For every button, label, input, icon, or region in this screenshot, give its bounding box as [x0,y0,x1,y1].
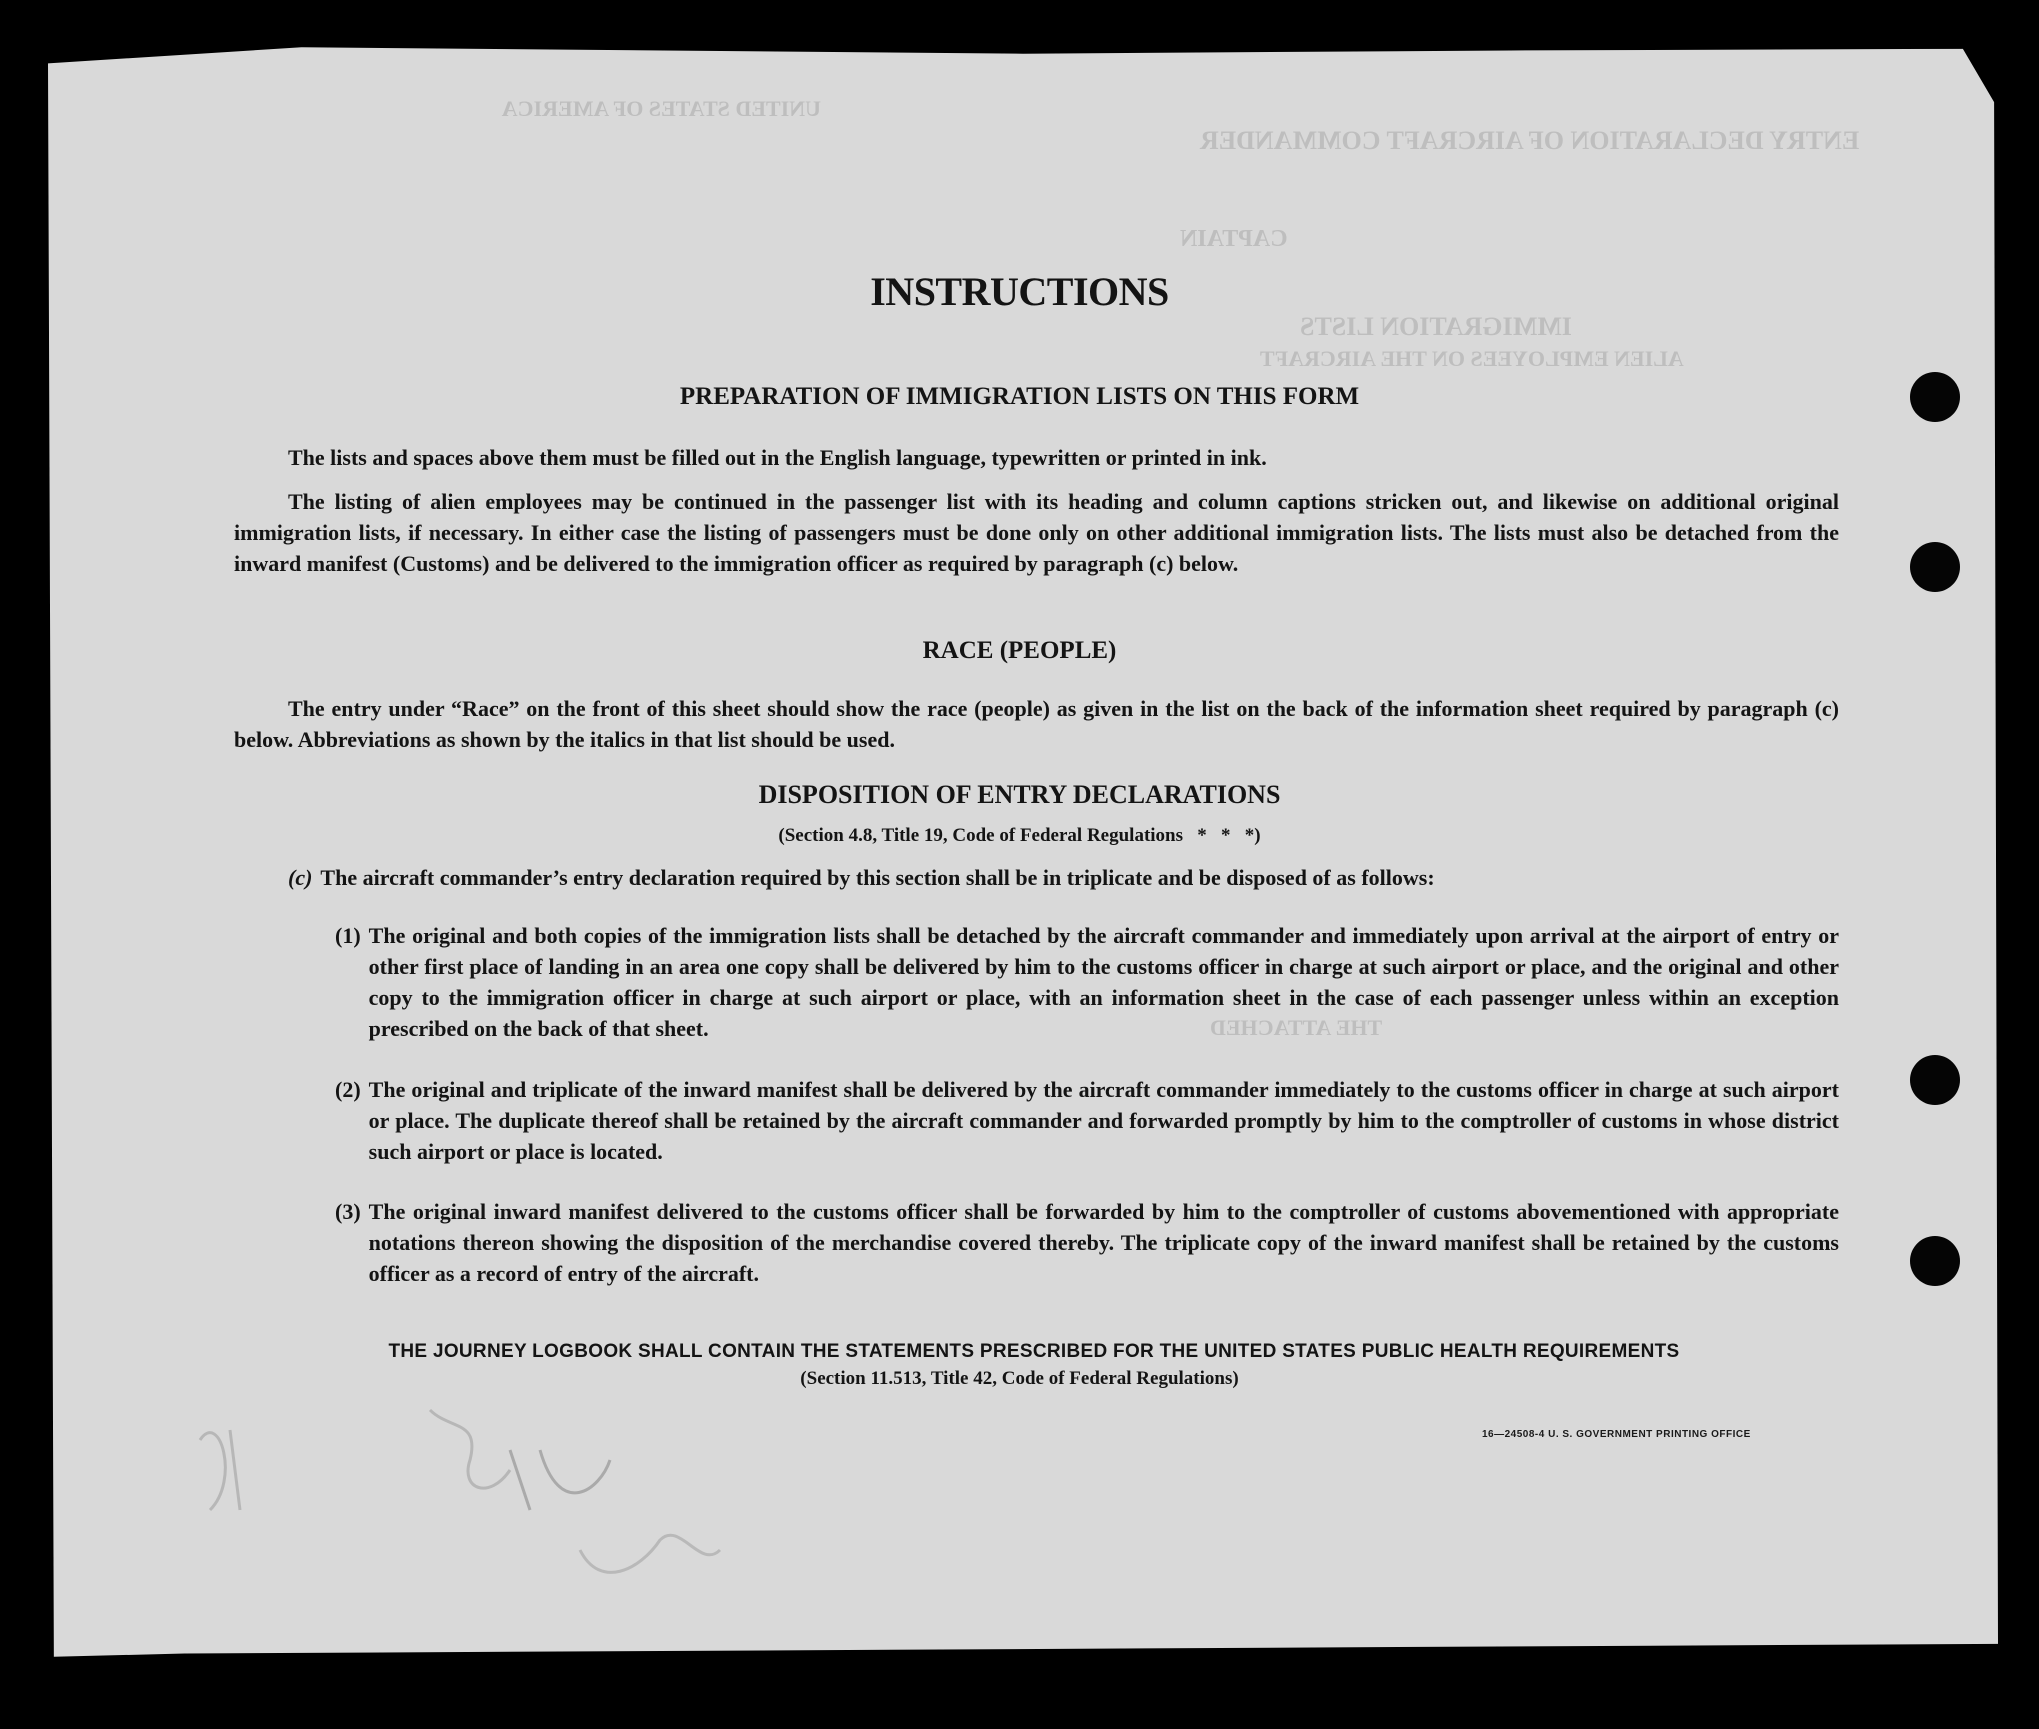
paragraph-english-language-text: The lists and spaces above them must be filled out in the English language, typewritten or printed in ink. [288,445,1267,470]
paragraph-alien-employees-text: The listing of alien employees may be continued in the passenger list with its heading and column captions stricken out, and likewise on additional original immigration lists, if necessary. In either case the listing of passengers must be done only on other additional immigration lists. The lists must also be detached from the inward manifest (Customs) and be delivered to the immigration officer as required by paragraph (c) below. [234,489,1839,576]
paragraph-english-language [234,442,1839,473]
bleed-through-header: UNITED STATES OF AMERICA [501,96,821,121]
section-heading-preparation: PREPARATION OF IMMIGRATION LISTS ON THIS FORM [679,383,1360,410]
footer-statement: THE JOURNEY LOGBOOK SHALL CONTAIN THE STATEMENTS PRESCRIBED FOR THE UNITED STATES PUBLIC HEALTH REQUIREMENTS [388,1341,1680,1362]
section-heading-race: RACE (PEOPLE) [922,637,1117,664]
paragraph-c-label: (c) [288,865,313,890]
section-citation-disposition: (Section 4.8, Title 19, Code of Federal Regulations * * *) [778,825,1261,846]
section-heading-disposition: DISPOSITION OF ENTRY DECLARATIONS [758,780,1281,809]
list-item-2 [335,1074,1839,1167]
list-item-3 [335,1196,1839,1289]
paragraph-alien-employees [234,486,1839,579]
paragraph-race [234,693,1839,755]
bleed-through-line-1: ENTRY DECLARATION OF AIRCRAFT COMMANDER [1200,126,1860,155]
handwritten-marks [180,1390,880,1650]
punch-hole-4 [1910,1236,1960,1286]
page-title: INSTRUCTIONS [870,269,1169,314]
bleed-through-line-3: IMMIGRATION LISTS [1300,312,1572,341]
paragraph-c-text: The aircraft commander’s entry declaration required by this section shall be in triplicate and be disposed of as follows: [320,865,1435,890]
punch-hole-3 [1910,1055,1960,1105]
list-item-1-number: (1) [335,923,361,948]
list-item-3-number: (3) [335,1199,361,1224]
paragraph-c-intro [288,862,1848,893]
list-item-1 [335,920,1839,1044]
paragraph-race-text: The entry under “Race” on the front of this sheet should show the race (people) as given in the list on the back of the information sheet required by paragraph (c) below. Abbreviations as shown by the italics in that list should be used. [234,696,1839,752]
bleed-through-line-4: ALIEN EMPLOYEES ON THE AIRCRAFT [1260,346,1684,371]
printing-office-code: 16—24508-4 U. S. GOVERNMENT PRINTING OFFICE [1482,1429,1751,1440]
footer-citation: (Section 11.513, Title 42, Code of Federal Regulations) [800,1368,1239,1389]
bleed-through-line-5: THE ATTACHED [1210,1015,1383,1040]
list-item-2-number: (2) [335,1077,361,1102]
list-item-3-text: The original inward manifest delivered to the customs officer shall be forwarded by him to the comptroller of customs abovementioned with appropriate notations thereon showing the disposition of the merchandise covered thereby. The triplicate copy of the inward manifest shall be retained by the customs officer as a record of entry of the aircraft. [368,1199,1839,1286]
list-item-1-text: The original and both copies of the immigration lists shall be detached by the aircraft commander and immediately upon arrival at the airport of entry or other first place of landing in an area one copy shall be delivered by him to the customs officer in charge at such airport or place, and the original and other copy to the immigration officer in charge at such airport or place, with an information sheet in the case of each passenger unless within an exception prescribed on the back of that sheet. [368,923,1839,1041]
bleed-through-line-2: CAPTAIN [1180,226,1288,252]
list-item-2-text: The original and triplicate of the inward manifest shall be delivered by the aircraft commander immediately to the customs officer in charge at such airport or place. The duplicate thereof shall be retained by the aircraft commander and forwarded promptly by him to the comptroller of customs in whose district such airport or place is located. [368,1077,1839,1164]
punch-hole-2 [1910,542,1960,592]
